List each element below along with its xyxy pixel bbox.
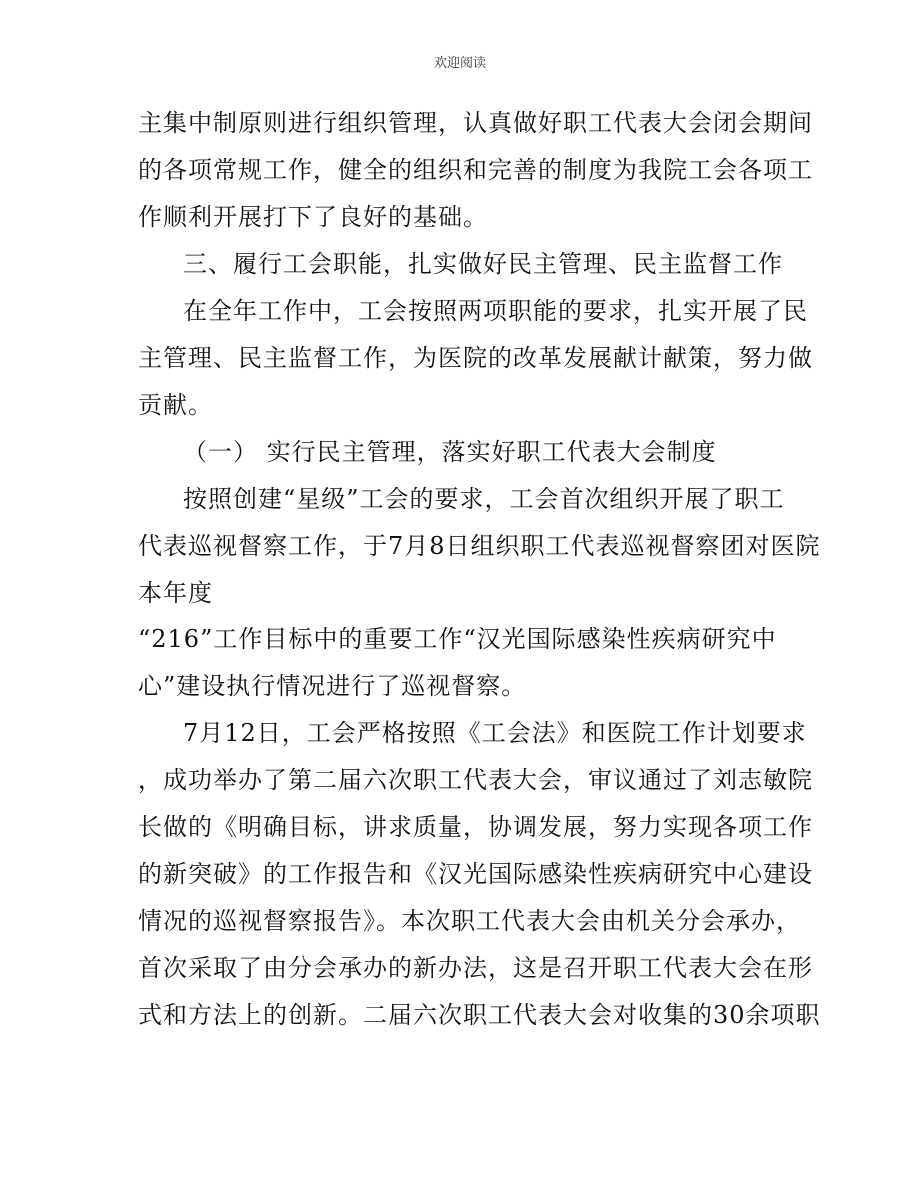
text-line: 主集中制原则进行组织管理，认真做好职工代表大会闭会期间 [138, 109, 813, 137]
section-heading: 三、履行工会职能，扎实做好民主管理、民主监督工作 [183, 250, 783, 278]
text-line: 代表巡视督察工作，于7月8日组织职工代表巡视督察团对医院 [138, 532, 821, 560]
text-line: 在全年工作中，工会按照两项职能的要求，扎实开展了民 [183, 297, 808, 325]
text-line: 情况的巡视督察报告》。本次职工代表大会由机关分会承办， [138, 907, 801, 935]
text-line: ，成功举办了第二届六次职工代表大会，审议通过了刘志敏院 [138, 766, 813, 794]
text-line: 的新突破》的工作报告和《汉光国际感染性疾病研究中心建设 [138, 860, 813, 888]
text-line: 7月12日，工会严格按照《工会法》和医院工作计划要求 [183, 719, 807, 747]
text-line: 的各项常规工作，健全的组织和完善的制度为我院工会各项工 [138, 156, 813, 184]
text-line: 长做的《明确目标，讲求质量，协调发展，努力实现各项工作 [138, 813, 813, 841]
text-line: 首次采取了由分会承办的新办法，这是召开职工代表大会在形 [138, 954, 813, 982]
text-line: 式和方法上的创新。二届六次职工代表大会对收集的30余项职 [138, 1001, 821, 1029]
page-header: 欢迎阅读 [433, 56, 486, 71]
text-line: “216”工作目标中的重要工作“汉光国际感染性疾病研究中 [138, 625, 777, 653]
subsection-heading: （一） 实行民主管理，落实好职工代表大会制度 [183, 438, 717, 466]
text-line: 心”建设执行情况进行了巡视督察。 [138, 672, 527, 700]
text-line: 贡献。 [138, 391, 213, 419]
text-line: 作顺利开展打下了良好的基础。 [138, 203, 488, 231]
text-line: 主管理、民主监督工作，为医院的改革发展献计献策，努力做 [138, 344, 813, 372]
text-line: 按照创建“星级”工会的要求，工会首次组织开展了职工 [183, 485, 785, 513]
text-line: 本年度 [138, 579, 213, 607]
